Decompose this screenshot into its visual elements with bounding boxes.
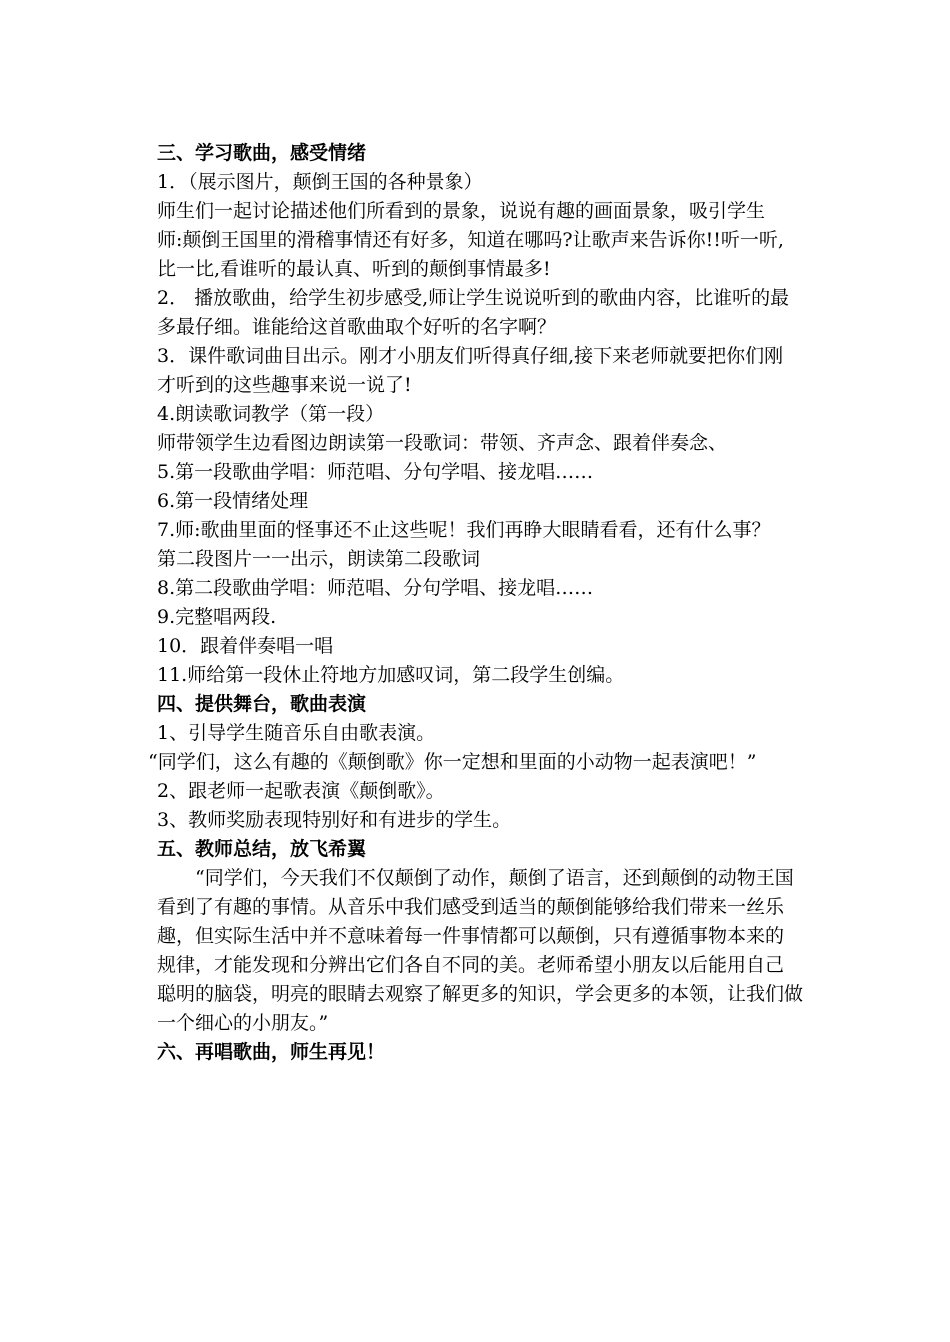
paragraph-line: 1、引导学生随音乐自由歌表演。 bbox=[157, 722, 436, 744]
quote-line: “同学们，这么有趣的《颠倒歌》你一定想和里面的小动物一起表演吧！” bbox=[148, 751, 757, 773]
paragraph-line: 聪明的脑袋，明亮的眼睛去观察了解更多的知识，学会更多的本领，让我们做 bbox=[157, 983, 804, 1005]
paragraph-line: 2、跟老师一起歌表演《颠倒歌》。 bbox=[157, 780, 445, 802]
paragraph-line: 6.第一段情绪处理 bbox=[157, 490, 309, 512]
paragraph-line: 10．跟着伴奏唱一唱 bbox=[157, 635, 334, 657]
document-page bbox=[148, 139, 877, 1067]
section-heading-6: 六、再唱歌曲，师生再见！ bbox=[157, 1041, 386, 1063]
paragraph-line: 规律，才能发现和分辨出它们各自不同的美。老师希望小朋友以后能用自己 bbox=[157, 954, 785, 976]
section-heading-5: 五、教师总结，放飞希翼 bbox=[157, 838, 367, 860]
paragraph-line: 4.朗读歌词教学（第一段） bbox=[157, 403, 385, 425]
paragraph-line: 多最仔细。谁能给这首歌曲取个好听的名字啊？ bbox=[157, 316, 557, 338]
paragraph-line: 趣，但实际生活中并不意味着每一件事情都可以颠倒，只有遵循事物本来的 bbox=[157, 925, 785, 947]
paragraph-line: 2． 播放歌曲，给学生初步感受,师让学生说说听到的歌曲内容，比谁听的最 bbox=[157, 287, 790, 309]
paragraph-line-indented: “同学们，今天我们不仅颠倒了动作，颠倒了语言，还到颠倒的动物王国 bbox=[195, 867, 794, 889]
paragraph-line: 3．课件歌词曲目出示。刚才小朋友们听得真仔细,接下来老师就要把你们刚 bbox=[157, 345, 784, 367]
section-heading-4: 四、提供舞台，歌曲表演 bbox=[157, 693, 367, 715]
paragraph-line: 第二段图片一一出示，朗读第二段歌词 bbox=[157, 548, 481, 570]
section-heading-3: 三、学习歌曲，感受情绪 bbox=[157, 142, 367, 164]
paragraph-line: 11.师给第一段休止符地方加感叹词，第二段学生创编。 bbox=[157, 664, 625, 686]
paragraph-line: 才听到的这些趣事来说一说了! bbox=[157, 374, 412, 396]
paragraph-line: 9.完整唱两段. bbox=[157, 606, 277, 628]
paragraph-line: 3、教师奖励表现特别好和有进步的学生。 bbox=[157, 809, 512, 831]
paragraph-line: 7.师:歌曲里面的怪事还不止这些呢！我们再睁大眼睛看看，还有什么事？ bbox=[157, 519, 771, 541]
paragraph-line: 比一比,看谁听的最认真、听到的颠倒事情最多! bbox=[157, 258, 551, 280]
paragraph-line: 8.第二段歌曲学唱：师范唱、分句学唱、接龙唱…… bbox=[157, 577, 594, 599]
paragraph-line: 5.第一段歌曲学唱：师范唱、分句学唱、接龙唱…… bbox=[157, 461, 594, 483]
paragraph-line: 一个细心的小朋友。” bbox=[157, 1012, 329, 1034]
paragraph-line: 看到了有趣的事情。从音乐中我们感受到适当的颠倒能够给我们带来一丝乐 bbox=[157, 896, 785, 918]
paragraph-line: 师生们一起讨论描述他们所看到的景象，说说有趣的画面景象，吸引学生 bbox=[157, 200, 766, 222]
paragraph-line: 师带领学生边看图边朗读第一段歌词：带领、齐声念、跟着伴奏念、 bbox=[157, 432, 728, 454]
paragraph-line: 师:颠倒王国里的滑稽事情还有好多，知道在哪吗?让歌声来告诉你!!听一听, bbox=[157, 229, 784, 251]
paragraph-line: 1．（展示图片，颠倒王国的各种景象） bbox=[157, 171, 483, 193]
